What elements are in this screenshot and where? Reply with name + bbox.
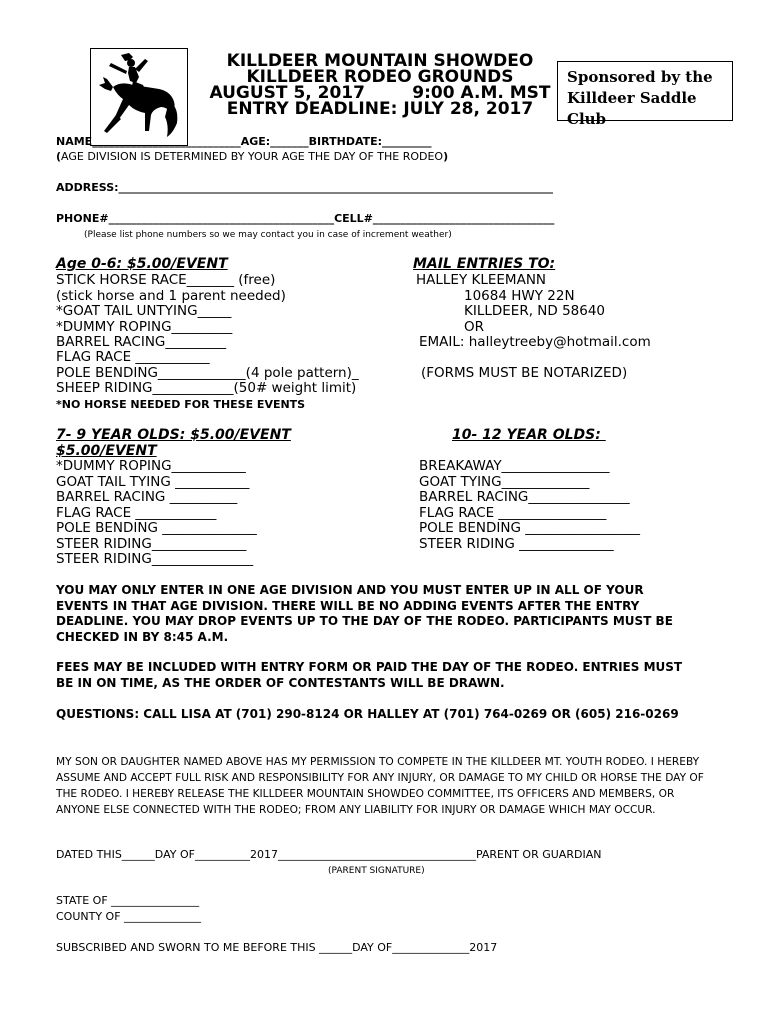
division-7-9-event: *DUMMY ROPING___________ xyxy=(56,458,246,474)
name-field[interactable]: ___________________________ xyxy=(92,135,241,148)
mail-or: OR xyxy=(464,319,485,335)
division-0-6-event: *GOAT TAIL UNTYING_____ xyxy=(56,303,232,319)
age-field[interactable]: _______ xyxy=(270,135,309,148)
entry-deadline-title: ENTRY DEADLINE: JULY 28, 2017 xyxy=(226,99,534,119)
division-10-12-event: GOAT TYING_____________ xyxy=(419,474,590,490)
division-7-9-event: STEER RIDING______________ xyxy=(56,536,247,552)
logo-frame xyxy=(90,48,188,146)
age-division-note xyxy=(56,150,448,163)
division-7-9-event: GOAT TAIL TYING ___________ xyxy=(56,474,250,490)
division-7-9-event: STEER RIDING_______________ xyxy=(56,551,254,567)
notarized-note: (FORMS MUST BE NOTARIZED) xyxy=(421,365,628,381)
name-row xyxy=(56,135,432,148)
division-0-6-event: STICK HORSE RACE_______ (free) xyxy=(56,272,276,288)
sworn-line[interactable]: SUBSCRIBED AND SWORN TO ME BEFORE THIS ______DAY OF______________2017 xyxy=(56,941,498,954)
mail-email: EMAIL: halleytreeby@hotmail.com xyxy=(419,334,651,350)
division-10-12-heading: 10- 12 YEAR OLDS: xyxy=(452,427,606,443)
sponsor-box xyxy=(557,61,733,128)
venue-title: KILLDEER RODEO GROUNDS xyxy=(246,67,514,87)
division-10-12-event: POLE BENDING _________________ xyxy=(419,520,640,536)
division-10-12-event: BREAKAWAY________________ xyxy=(419,458,610,474)
mail-address-1: 10684 HWY 22N xyxy=(464,288,575,304)
cell-label: CELL# xyxy=(334,212,373,225)
division-7-9-event: FLAG RACE ____________ xyxy=(56,505,217,521)
no-horse-note: *NO HORSE NEEDED FOR THESE EVENTS xyxy=(56,398,306,411)
division-0-6-event: (stick horse and 1 parent needed) xyxy=(56,288,286,304)
division-10-12-event: STEER RIDING ______________ xyxy=(419,536,614,552)
division-10-12-event: BARREL RACING_______________ xyxy=(419,489,630,505)
division-10-12-event: FLAG RACE ________________ xyxy=(419,505,607,521)
sponsor-line-2: Killdeer Saddle Club xyxy=(567,89,697,128)
mail-address-2: KILLDEER, ND 58640 xyxy=(464,303,606,319)
county-of-line[interactable]: COUNTY OF ______________ xyxy=(56,910,202,923)
address-row xyxy=(56,181,553,194)
state-of-line[interactable]: STATE OF ________________ xyxy=(56,894,200,907)
division-0-6-event: SHEEP RIDING____________(50# weight limit) xyxy=(56,380,357,396)
age-note-text: AGE DIVISION IS DETERMINED BY YOUR AGE THE DAY OF THE RODEO xyxy=(61,150,444,163)
division-0-6-event: *DUMMY ROPING_________ xyxy=(56,319,233,335)
address-field[interactable]: _______________________________________________________________________________ xyxy=(118,181,554,194)
birthdate-field[interactable]: _________ xyxy=(382,135,432,148)
division-0-6-event: FLAG RACE ___________ xyxy=(56,349,210,365)
bronc-rider-icon xyxy=(91,49,187,145)
division-7-9-event: POLE BENDING ______________ xyxy=(56,520,257,536)
phone-note: (Please list phone numbers so we may contact you in case of increment weather) xyxy=(84,230,452,240)
phone-row xyxy=(56,212,554,225)
cell-field[interactable]: _________________________________ xyxy=(372,212,555,225)
parent-signature-caption: (PARENT SIGNATURE) xyxy=(328,866,425,876)
age-note-close: ) xyxy=(443,150,449,163)
division-0-6-event: BARREL RACING_________ xyxy=(56,334,227,350)
division-7-9-heading-2: $5.00/EVENT xyxy=(56,443,157,459)
event-title: KILLDEER MOUNTAIN SHOWDEO xyxy=(226,51,534,71)
dated-signature-line[interactable]: DATED THIS______DAY OF__________2017____________________________________PARENT OR GUARDIAN xyxy=(56,848,602,861)
sponsor-line-1: Sponsored by the xyxy=(567,68,713,86)
birthdate-label: BIRTHDATE: xyxy=(308,135,383,148)
rules-paragraph-1: YOU MAY ONLY ENTER IN ONE AGE DIVISION AND YOU MUST ENTER UP IN ALL OF YOUR EVENTS IN THAT AGE DIVISION. THERE WILL BE NO ADDING EVENTS AFTER THE ENTRY DEADLINE. YOU MAY DROP EVENTS UP TO THE DAY OF THE RODEO. PARTICIPANTS MUST BE CHECKED IN BY 8:45 A.M. xyxy=(56,583,673,644)
mail-entries-heading: MAIL ENTRIES TO: xyxy=(413,256,556,272)
waiver-text: MY SON OR DAUGHTER NAMED ABOVE HAS MY PERMISSION TO COMPETE IN THE KILLDEER MT. YOUTH RODEO. I HEREBY ASSUME AND ACCEPT FULL RISK AND RESPONSIBILITY FOR ANY INJURY, OR DAMAGE TO MY CHILD OR HORSE THE DAY OF THE RODEO. I HEREBY RELEASE THE KILLDEER MOUNTAIN SHOWDEO COMMITTEE, ITS OFFICERS AND MEMBERS, OR ANYONE ELSE CONNECTED WITH THE RODEO; FROM ANY LIABILITY FOR INJURY OR DAMAGE WHICH MAY OCCUR. xyxy=(56,756,704,816)
division-7-9-heading: 7- 9 YEAR OLDS: $5.00/EVENT xyxy=(56,427,291,443)
address-label: ADDRESS: xyxy=(56,181,119,194)
age-note-open: ( xyxy=(56,150,62,163)
phone-field[interactable]: _________________________________________ xyxy=(108,212,335,225)
questions-contact: QUESTIONS: CALL LISA AT (701) 290-8124 OR HALLEY AT (701) 764-0269 OR (605) 216-0269 xyxy=(56,707,679,721)
rules-paragraph-2: FEES MAY BE INCLUDED WITH ENTRY FORM OR PAID THE DAY OF THE RODEO. ENTRIES MUST BE IN ON TIME, AS THE ORDER OF CONTESTANTS WILL BE DRAWN. xyxy=(56,660,683,690)
division-0-6-heading: Age 0-6: $5.00/EVENT xyxy=(56,256,228,272)
date-time-title: AUGUST 5, 2017 9:00 A.M. MST xyxy=(209,83,551,103)
phone-label: PHONE# xyxy=(56,212,109,225)
division-7-9-event: BARREL RACING __________ xyxy=(56,489,238,505)
division-0-6-event: POLE BENDING_____________(4 pole pattern)_ xyxy=(56,365,359,381)
mail-name: HALLEY KLEEMANN xyxy=(416,272,547,288)
age-label: AGE: xyxy=(240,135,271,148)
name-label: NAME xyxy=(56,135,93,148)
